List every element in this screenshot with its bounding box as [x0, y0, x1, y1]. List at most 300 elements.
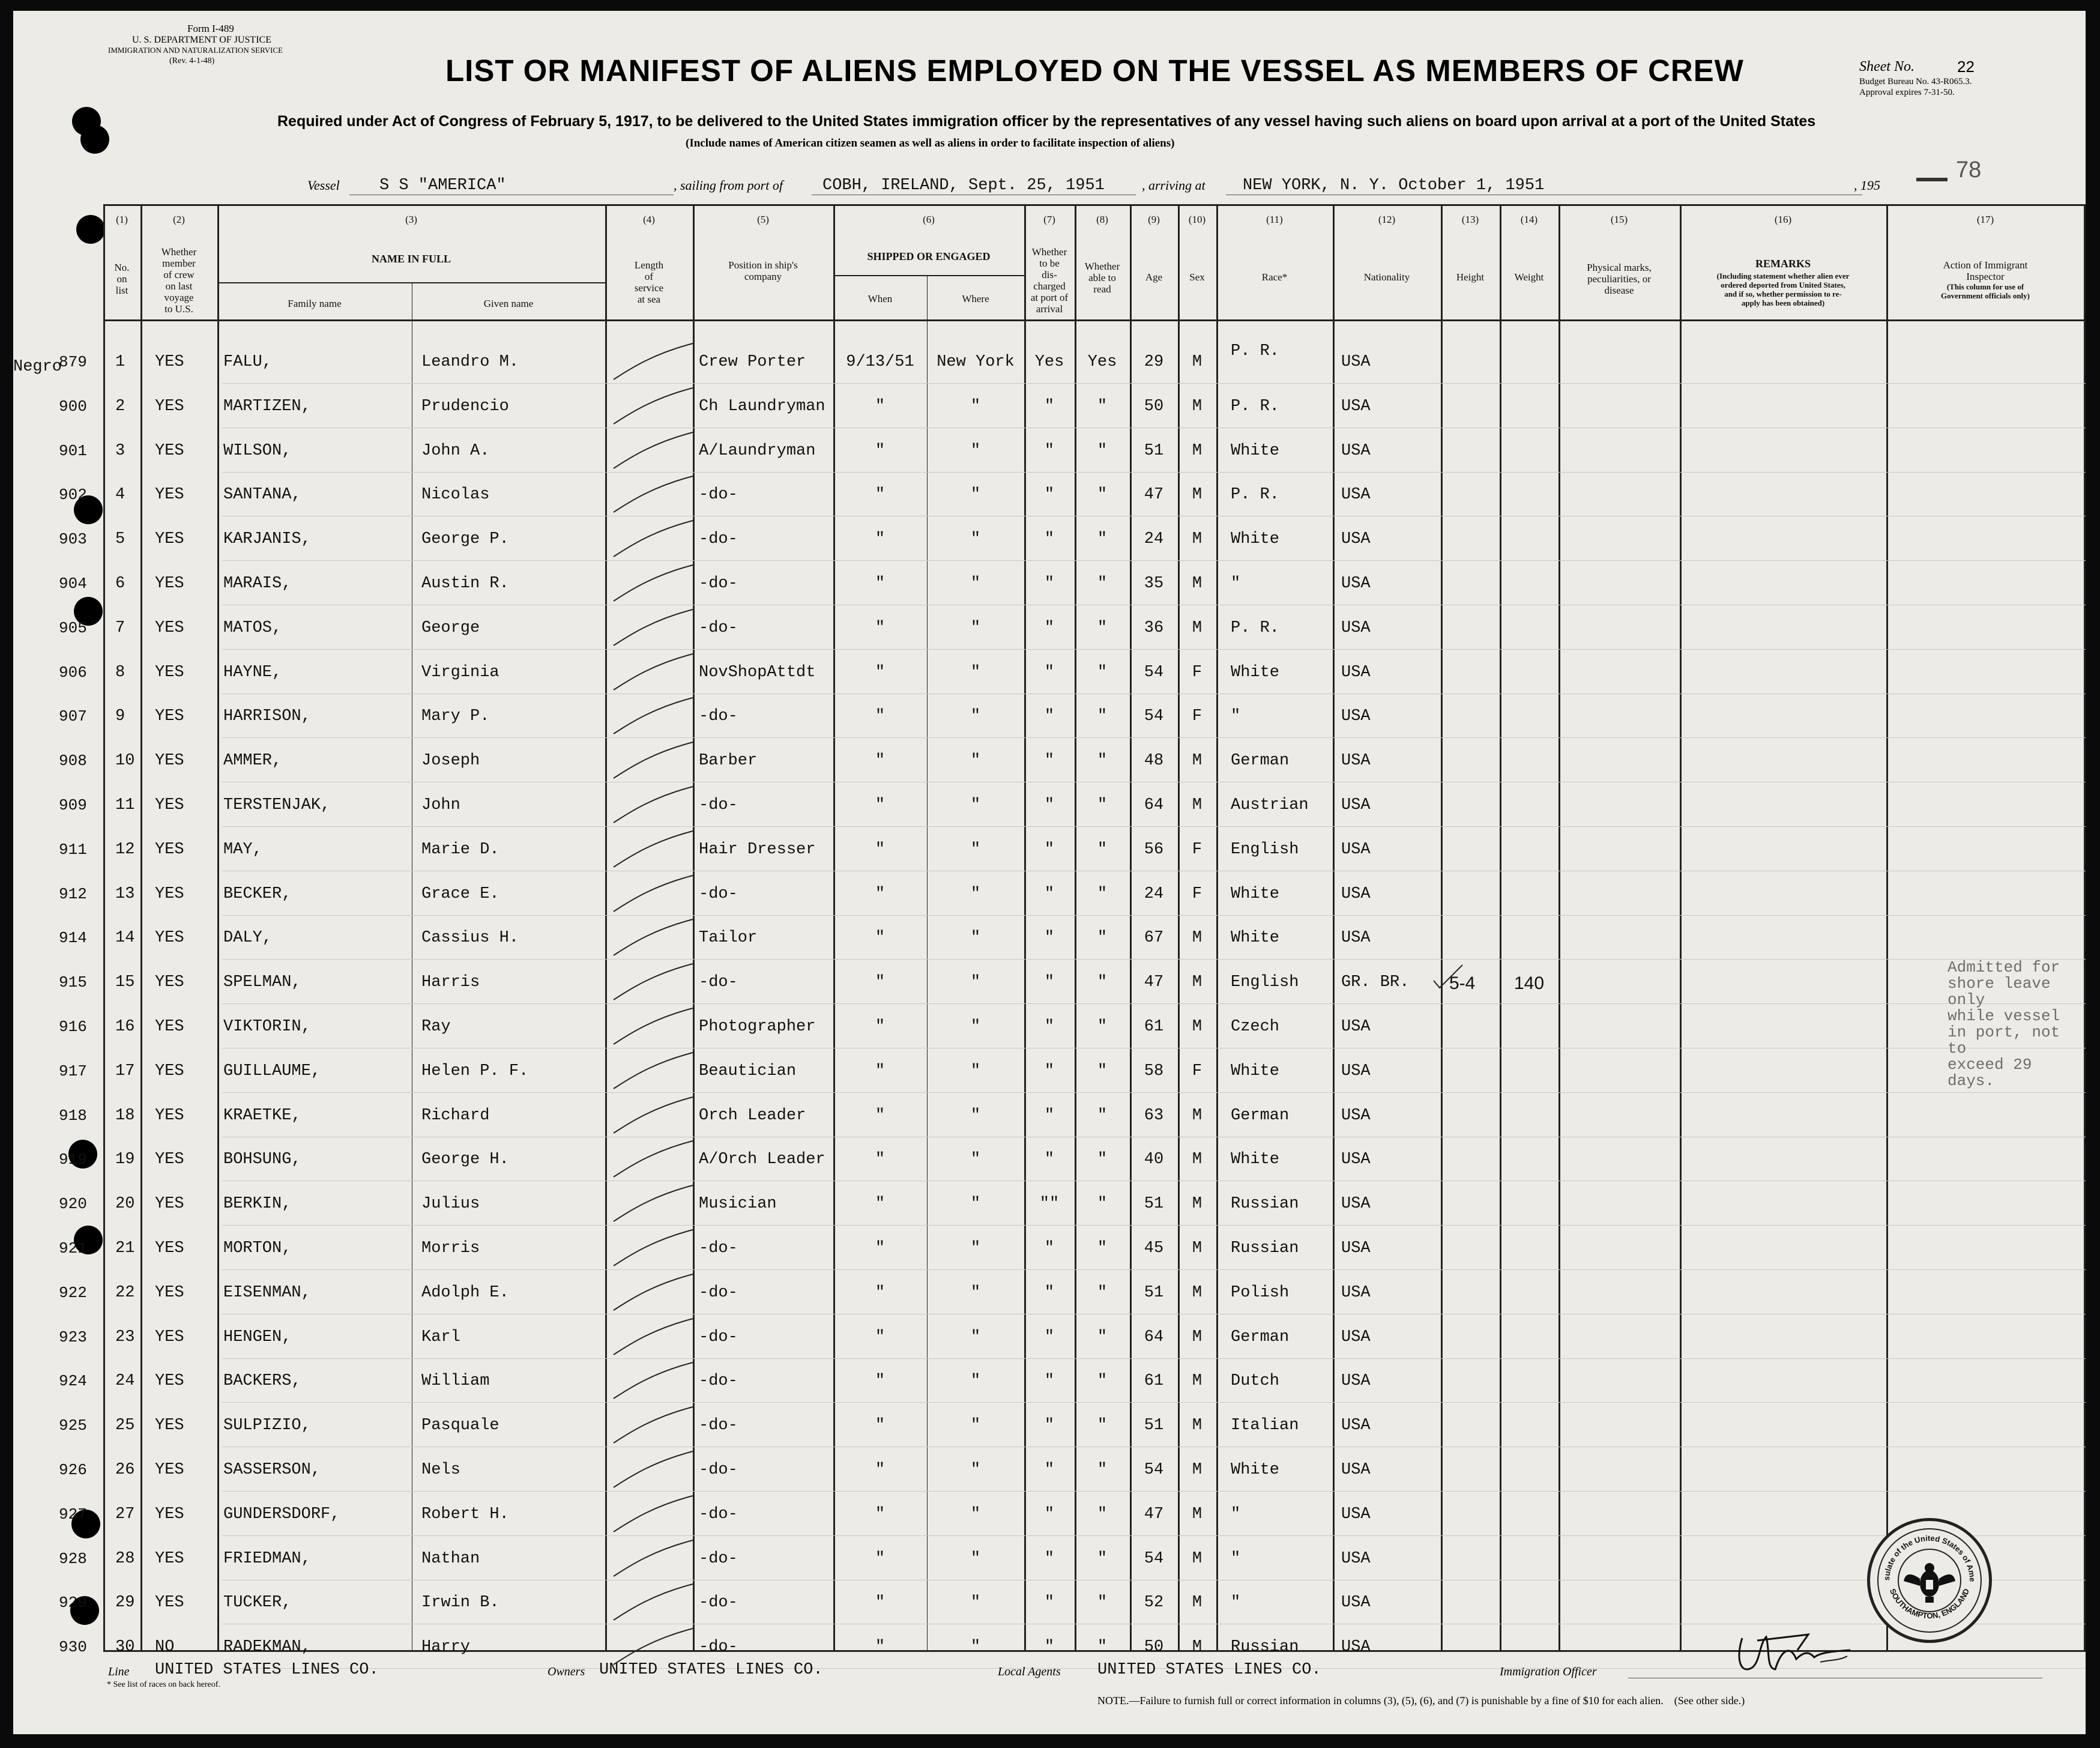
row-race: English — [1231, 841, 1299, 859]
row-able-to-read: " — [1097, 885, 1108, 903]
row-margin-number: 902 — [59, 486, 87, 504]
row-nationality: USA — [1341, 530, 1371, 548]
row-number: 21 — [115, 1239, 135, 1257]
col-divider — [1216, 204, 1218, 1651]
row-given-name: Cassius H. — [421, 929, 519, 947]
header-length-of-service: Length of service at sea — [634, 259, 664, 305]
row-race: " — [1231, 575, 1241, 593]
row-number: 24 — [115, 1372, 135, 1390]
row-discharged: " — [1044, 841, 1055, 859]
row-discharged: "" — [1039, 1195, 1060, 1213]
row-sex: M — [1192, 353, 1202, 371]
service-check-mark — [609, 653, 699, 701]
row-discharged: " — [1044, 1328, 1055, 1346]
row-sex: M — [1192, 1195, 1202, 1213]
footer-agents-label: Local Agents — [998, 1665, 1061, 1678]
row-sex: M — [1192, 1461, 1202, 1479]
row-age: 64 — [1144, 1328, 1164, 1346]
row-family-name: WILSON, — [223, 442, 292, 460]
row-margin-number: 917 — [59, 1062, 87, 1080]
header-physical-marks: Physical marks, peculiarities, or disease — [1587, 262, 1652, 296]
row-given-name: George H. — [421, 1151, 509, 1169]
row-discharged: " — [1044, 1638, 1055, 1656]
row-shipped-when: " — [875, 885, 886, 903]
row-position: A/Laundryman — [699, 442, 816, 460]
row-number: 9 — [115, 707, 125, 725]
row-member-last-voyage: YES — [155, 398, 184, 416]
row-shipped-where: " — [970, 1638, 981, 1656]
row-nationality: USA — [1341, 1461, 1371, 1479]
row-number: 17 — [115, 1062, 135, 1080]
col-number: (4) — [643, 214, 655, 225]
row-discharged: " — [1044, 1372, 1055, 1390]
service-check-mark — [609, 1184, 699, 1232]
row-position: -do- — [699, 1505, 738, 1523]
consulate-seal — [1867, 1518, 1992, 1643]
row-age: 58 — [1144, 1062, 1164, 1080]
row-member-last-voyage: YES — [155, 752, 184, 770]
row-member-last-voyage: YES — [155, 1284, 184, 1302]
row-age: 51 — [1144, 1284, 1164, 1302]
row-position: Orch Leader — [699, 1107, 806, 1125]
row-nationality: USA — [1341, 707, 1371, 725]
row-shipped-where: " — [970, 1594, 981, 1612]
row-given-name: Joseph — [421, 752, 480, 770]
row-discharged: " — [1044, 398, 1055, 416]
row-able-to-read: " — [1097, 530, 1108, 548]
service-check-mark — [609, 1317, 699, 1365]
col-number: (5) — [757, 214, 769, 225]
footer-agents-value: UNITED STATES LINES CO. — [1097, 1661, 1321, 1679]
row-number: 5 — [115, 530, 125, 548]
row-able-to-read: " — [1097, 575, 1108, 593]
row-nationality: USA — [1341, 752, 1371, 770]
row-family-name: MAY, — [223, 841, 262, 859]
row-shipped-where: " — [970, 1062, 981, 1080]
row-position: Musician — [699, 1195, 777, 1213]
eagle-emblem-icon — [1870, 1521, 1989, 1640]
row-member-last-voyage: YES — [155, 1461, 184, 1479]
row-shipped-where: " — [970, 929, 981, 947]
row-family-name: KARJANIS, — [223, 530, 311, 548]
row-shipped-when: " — [875, 575, 886, 593]
row-number: 22 — [115, 1284, 135, 1302]
row-shipped-where: " — [970, 530, 981, 548]
row-shipped-where: " — [970, 885, 981, 903]
row-member-last-voyage: YES — [155, 1151, 184, 1169]
row-given-name: Leandro M. — [421, 353, 519, 371]
immigration-officer-signature — [1724, 1626, 1868, 1680]
row-shipped-when: " — [875, 1284, 886, 1302]
row-discharged: " — [1044, 486, 1055, 504]
row-shipped-when: " — [875, 530, 886, 548]
row-sex: M — [1192, 1505, 1202, 1523]
row-given-name: Nels — [421, 1461, 460, 1479]
row-age: 47 — [1144, 486, 1164, 504]
service-check-mark — [609, 1096, 699, 1144]
row-discharged: " — [1044, 664, 1055, 682]
row-given-name: John — [421, 796, 460, 814]
row-member-last-voyage: YES — [155, 664, 184, 682]
punch-hole — [76, 215, 105, 244]
row-shipped-when: " — [875, 619, 886, 637]
row-margin-number: 925 — [59, 1417, 87, 1435]
row-sex: M — [1192, 486, 1202, 504]
row-shipped-when: " — [875, 1372, 886, 1390]
col-number: (14) — [1520, 214, 1538, 225]
row-margin-number: 926 — [59, 1461, 87, 1479]
row-shipped-where: " — [970, 1461, 981, 1479]
row-nationality: USA — [1341, 664, 1371, 682]
row-race: " — [1231, 707, 1241, 725]
row-nationality: USA — [1341, 1062, 1371, 1080]
row-discharged: " — [1044, 1417, 1055, 1435]
row-age: 61 — [1144, 1018, 1164, 1036]
row-given-name: Richard — [421, 1107, 490, 1125]
row-position: -do- — [699, 1638, 738, 1656]
row-member-last-voyage: YES — [155, 885, 184, 903]
row-race: P. R. — [1231, 619, 1280, 637]
service-check-mark — [609, 1140, 699, 1188]
row-able-to-read: " — [1097, 1505, 1108, 1523]
races-note: * See list of races on back hereof. — [107, 1680, 220, 1689]
row-sex: F — [1192, 664, 1202, 682]
row-race: White — [1231, 664, 1280, 682]
row-family-name: VIKTORIN, — [223, 1018, 311, 1036]
row-given-name: Harry — [421, 1638, 471, 1656]
row-margin-number: 921 — [59, 1239, 87, 1257]
row-nationality: USA — [1341, 1638, 1371, 1656]
page-title: LIST OR MANIFEST OF ALIENS EMPLOYED ON THE VESSEL AS MEMBERS OF CREW — [445, 53, 1744, 88]
row-family-name: SPELMAN, — [223, 973, 301, 991]
row-sex: M — [1192, 1328, 1202, 1346]
col-divider — [927, 275, 928, 1651]
row-number: 7 — [115, 619, 125, 637]
row-discharged: " — [1044, 1239, 1055, 1257]
row-position: -do- — [699, 1550, 738, 1568]
header-name-in-full: NAME IN FULL — [371, 253, 451, 265]
row-number: 3 — [115, 442, 125, 460]
service-check-mark — [609, 387, 699, 435]
row-rule — [222, 1003, 2086, 1004]
row-rule — [222, 560, 2086, 561]
row-race: White — [1231, 929, 1280, 947]
row-race: Russian — [1231, 1638, 1299, 1656]
row-given-name: George — [421, 619, 480, 637]
row-discharged: " — [1044, 442, 1055, 460]
row-able-to-read: " — [1097, 796, 1108, 814]
arriving-label: , arriving at — [1142, 178, 1205, 193]
row-able-to-read: " — [1097, 841, 1108, 859]
service-check-mark — [609, 1229, 699, 1277]
row-family-name: FALU, — [223, 353, 273, 371]
row-age: 51 — [1144, 1195, 1164, 1213]
row-number: 10 — [115, 752, 135, 770]
row-shipped-when: " — [875, 1195, 886, 1213]
row-family-name: BOHSUNG, — [223, 1151, 301, 1169]
service-check-mark — [609, 830, 699, 878]
row-shipped-where: " — [970, 442, 981, 460]
row-shipped-when: " — [875, 1328, 886, 1346]
row-shipped-when: " — [875, 398, 886, 416]
row-margin-number: 922 — [59, 1284, 87, 1302]
row-shipped-when: " — [875, 1151, 886, 1169]
row-race: German — [1231, 1107, 1290, 1125]
row-given-name: Irwin B. — [421, 1594, 499, 1612]
vessel-label: Vessel — [307, 178, 340, 193]
col-number: (9) — [1148, 214, 1160, 225]
shipped-subheader-line — [833, 275, 1024, 276]
budget-bureau: Budget Bureau No. 43-R065.3. — [1859, 77, 1972, 86]
footer-officer-label: Immigration Officer — [1500, 1665, 1597, 1678]
row-height: 5-4 — [1449, 973, 1476, 993]
row-shipped-when: " — [875, 1018, 886, 1036]
row-family-name: BACKERS, — [223, 1372, 301, 1390]
row-margin-number: 911 — [59, 841, 87, 859]
col-number: (2) — [173, 214, 185, 225]
header-member-last-voyage: Whether member of crew on last voyage to U.S. — [161, 246, 197, 315]
row-position: -do- — [699, 1239, 738, 1257]
row-able-to-read: " — [1097, 1239, 1108, 1257]
row-able-to-read: " — [1097, 707, 1108, 725]
header-given-name: Given name — [483, 298, 534, 309]
row-nationality: USA — [1341, 353, 1371, 371]
col-number: (15) — [1610, 214, 1628, 225]
row-rule — [222, 472, 2086, 473]
punch-hole — [80, 125, 109, 154]
row-position: -do- — [699, 885, 738, 903]
row-age: 50 — [1144, 398, 1164, 416]
row-sex: M — [1192, 1550, 1202, 1568]
row-position: -do- — [699, 1417, 738, 1435]
col-number: (6) — [923, 214, 935, 225]
col-number: (10) — [1188, 214, 1206, 225]
row-shipped-when: " — [875, 1505, 886, 1523]
service-check-mark — [609, 1007, 699, 1055]
header-where: Where — [962, 293, 989, 304]
row-member-last-voyage: YES — [155, 1550, 184, 1568]
row-shipped-when: " — [875, 707, 886, 725]
row-discharged: " — [1044, 1594, 1055, 1612]
service-check-mark — [609, 1051, 699, 1099]
row-shipped-where: " — [970, 752, 981, 770]
row-shipped-where: " — [970, 1195, 981, 1213]
service-check-mark — [609, 1361, 699, 1409]
row-member-last-voyage: YES — [155, 619, 184, 637]
row-race: Dutch — [1231, 1372, 1280, 1390]
row-shipped-where: New York — [937, 353, 1015, 371]
row-margin-number: 901 — [59, 442, 87, 460]
row-shipped-when: " — [875, 752, 886, 770]
page-mark: 78 — [1956, 157, 1982, 183]
row-sex: M — [1192, 1151, 1202, 1169]
row-age: 36 — [1144, 619, 1164, 637]
col-divider — [1500, 204, 1501, 1651]
row-discharged: " — [1044, 1461, 1055, 1479]
row-number: 29 — [115, 1594, 135, 1612]
row-discharged: " — [1044, 530, 1055, 548]
approval-expires: Approval expires 7-31-50. — [1859, 88, 1955, 97]
row-given-name: Nathan — [421, 1550, 480, 1568]
row-race: White — [1231, 442, 1280, 460]
header-when: When — [867, 293, 893, 304]
row-able-to-read: " — [1097, 442, 1108, 460]
row-given-name: John A. — [421, 442, 490, 460]
row-position: Photographer — [699, 1018, 816, 1036]
row-age: 35 — [1144, 575, 1164, 593]
row-rule — [222, 1225, 2086, 1226]
row-position: -do- — [699, 1372, 738, 1390]
row-family-name: MATOS, — [223, 619, 282, 637]
service-check-mark — [609, 1495, 699, 1543]
row-family-name: MORTON, — [223, 1239, 292, 1257]
row-age: 56 — [1144, 841, 1164, 859]
row-able-to-read: " — [1097, 1550, 1108, 1568]
row-margin-number: 907 — [59, 707, 87, 725]
row-member-last-voyage: YES — [155, 1417, 184, 1435]
footer-owners-value: UNITED STATES LINES CO. — [599, 1661, 823, 1679]
service-check-mark — [609, 342, 699, 390]
sailing-port: COBH, IRELAND, Sept. 25, 1951 — [822, 177, 1105, 195]
row-race: Polish — [1231, 1284, 1290, 1302]
row-margin-number: 927 — [59, 1505, 87, 1523]
row-able-to-read: " — [1097, 1062, 1108, 1080]
header-no-on-list: No. on list — [114, 262, 130, 296]
row-race: White — [1231, 885, 1280, 903]
row-shipped-where: " — [970, 1239, 981, 1257]
row-shipped-where: " — [970, 1550, 981, 1568]
row-shipped-where: " — [970, 486, 981, 504]
col-divider — [1333, 204, 1335, 1651]
service-check-mark — [609, 431, 699, 479]
row-position: A/Orch Leader — [699, 1151, 825, 1169]
row-age: 51 — [1144, 1417, 1164, 1435]
footer-line-label: Line — [108, 1665, 130, 1678]
row-sex: F — [1192, 841, 1202, 859]
row-given-name: Austin R. — [421, 575, 509, 593]
row-age: 54 — [1144, 1461, 1164, 1479]
row-nationality: USA — [1341, 398, 1371, 416]
row-nationality: USA — [1341, 1417, 1371, 1435]
row-number: 4 — [115, 486, 125, 504]
row-family-name: HAYNE, — [223, 664, 282, 682]
row-age: 40 — [1144, 1151, 1164, 1169]
header-bottom-border — [103, 319, 2086, 321]
row-shipped-where: " — [970, 1107, 981, 1125]
row-shipped-where: " — [970, 1151, 981, 1169]
row-margin-number: 930 — [59, 1638, 87, 1656]
header-able-to-read: Whether able to read — [1084, 261, 1120, 295]
row-nationality: USA — [1341, 1550, 1371, 1568]
row-number: 2 — [115, 398, 125, 416]
row-rule — [222, 1491, 2086, 1492]
row-nationality: GR. BR. — [1341, 973, 1410, 991]
row-family-name: HARRISON, — [223, 707, 311, 725]
row-shipped-where: " — [970, 973, 981, 991]
row-shipped-when: " — [875, 1594, 886, 1612]
col-number: (12) — [1378, 214, 1396, 225]
row-rule — [222, 1269, 2086, 1270]
row-nationality: USA — [1341, 1594, 1371, 1612]
row-family-name: HENGEN, — [223, 1328, 292, 1346]
row-margin-number: 908 — [59, 752, 87, 770]
row-able-to-read: " — [1097, 1018, 1108, 1036]
row-member-last-voyage: NO — [155, 1638, 175, 1656]
header-shipped-engaged: SHIPPED OR ENGAGED — [867, 250, 991, 262]
row-position: -do- — [699, 486, 738, 504]
service-check-mark — [609, 1583, 699, 1631]
header-remarks-note: (Including statement whether alien ever ordered deported from United States, and if so, whether permission to re- apply has been obtained) — [1716, 271, 1850, 307]
row-margin-number: 920 — [59, 1195, 87, 1213]
row-shipped-where: " — [970, 398, 981, 416]
row-position: -do- — [699, 575, 738, 593]
row-sex: M — [1192, 1107, 1202, 1125]
row-discharged: " — [1044, 752, 1055, 770]
row-given-name: Morris — [421, 1239, 480, 1257]
row-age: 67 — [1144, 929, 1164, 947]
row-sex: M — [1192, 752, 1202, 770]
header-height: Height — [1456, 271, 1485, 283]
row-margin-number: 929 — [59, 1594, 87, 1612]
row-shipped-where: " — [970, 1372, 981, 1390]
col-number: (7) — [1043, 214, 1055, 225]
name-subheader-line — [217, 282, 605, 283]
service-check-mark — [609, 918, 699, 966]
row-race: White — [1231, 530, 1280, 548]
row-number: 1 — [115, 353, 125, 371]
row-family-name: SANTANA, — [223, 486, 301, 504]
row-nationality: USA — [1341, 1328, 1371, 1346]
row-number: 28 — [115, 1550, 135, 1568]
header-sex: Sex — [1189, 271, 1205, 283]
service-check-mark — [609, 697, 699, 745]
row-sex: M — [1192, 619, 1202, 637]
row-race: German — [1231, 1328, 1290, 1346]
row-race: " — [1231, 1550, 1241, 1568]
row-discharged: " — [1044, 1505, 1055, 1523]
row-position: -do- — [699, 1328, 738, 1346]
row-family-name: GUNDERSDORF, — [223, 1505, 340, 1523]
row-able-to-read: " — [1097, 398, 1108, 416]
row-position: -do- — [699, 1284, 738, 1302]
form-service: IMMIGRATION AND NATURALIZATION SERVICE — [108, 46, 283, 55]
row-race: White — [1231, 1151, 1280, 1169]
row-family-name: SASSERSON, — [223, 1461, 321, 1479]
row-race: German — [1231, 752, 1290, 770]
col-number: (17) — [1976, 214, 1994, 225]
row-family-name: BECKER, — [223, 885, 292, 903]
row-family-name: SULPIZIO, — [223, 1417, 311, 1435]
service-check-mark — [609, 1539, 699, 1587]
row-member-last-voyage: YES — [155, 973, 184, 991]
row-shipped-when: " — [875, 1638, 886, 1656]
row-age: 50 — [1144, 1638, 1164, 1656]
row-family-name: RADEKMAN, — [223, 1638, 311, 1656]
row-nationality: USA — [1341, 1151, 1371, 1169]
row-number: 26 — [115, 1461, 135, 1479]
row-sex: M — [1192, 1239, 1202, 1257]
row-shipped-when: 9/13/51 — [846, 353, 914, 371]
header-nationality: Nationality — [1363, 271, 1410, 283]
row-rule — [222, 1358, 2086, 1359]
row-nationality: USA — [1341, 1239, 1371, 1257]
subtitle-note: (Include names of American citizen seamen as well as aliens in order to facilitate inspection of aliens) — [686, 137, 1175, 150]
height-check-mark — [1431, 963, 1467, 993]
row-sex: M — [1192, 1417, 1202, 1435]
row-number: 15 — [115, 973, 135, 991]
row-weight: 140 — [1514, 973, 1545, 993]
row-family-name: DALY, — [223, 929, 273, 947]
